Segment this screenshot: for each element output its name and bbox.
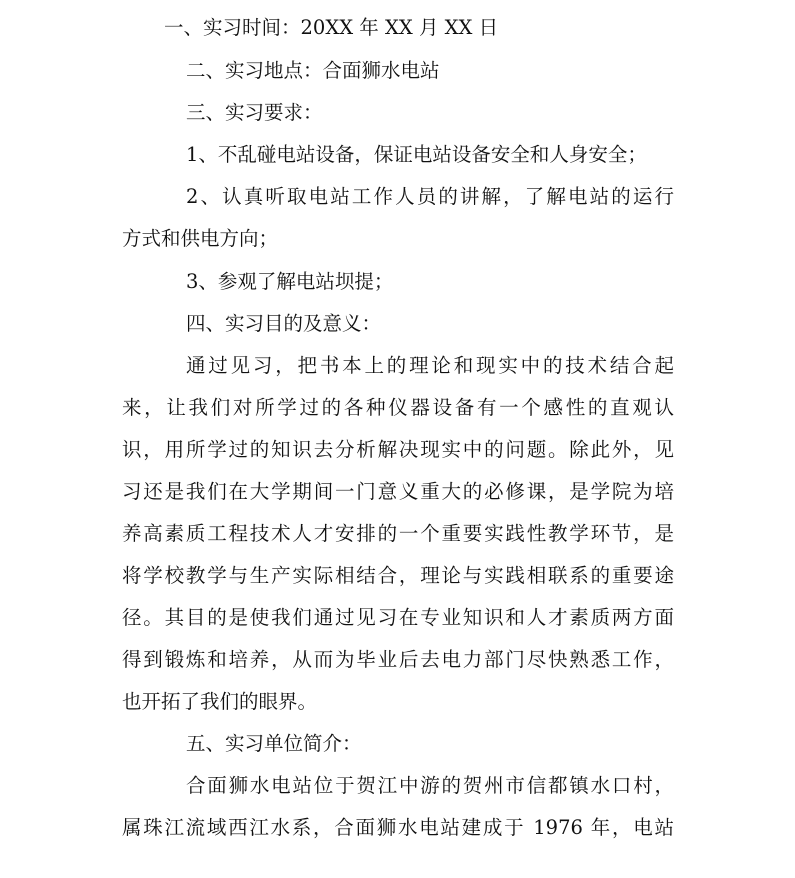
- purpose-paragraph-line-1: 通过见习，把书本上的理论和现实中的技术结合起: [186, 354, 674, 377]
- purpose-paragraph-line-9: 也开拓了我们的眼界。: [122, 690, 318, 713]
- internship-location-heading: 二、实习地点：合面狮水电站: [186, 59, 440, 82]
- requirement-item-2-continued: 方式和供电方向；: [122, 227, 279, 250]
- internship-time-heading: 一、实习时间：20XX 年 XX 月 XX 日: [164, 16, 499, 39]
- requirement-item-3: 3、参观了解电站坝提；: [186, 270, 394, 293]
- purpose-paragraph-line-5: 养高素质工程技术人才安排的一个重要实践性教学环节，是: [122, 522, 674, 545]
- purpose-paragraph-line-6: 将学校教学与生产实际相结合，理论与实践相联系的重要途: [122, 564, 674, 587]
- purpose-paragraph-line-8: 得到锻炼和培养，从而为毕业后去电力部门尽快熟悉工作，: [122, 648, 674, 671]
- unit-introduction-heading: 五、实习单位简介：: [186, 732, 362, 755]
- purpose-paragraph-line-7: 径。其目的是使我们通过见习在专业知识和人才素质两方面: [122, 606, 674, 629]
- unit-introduction-line-1: 合面狮水电站位于贺江中游的贺州市信都镇水口村，: [186, 774, 674, 797]
- requirement-item-2: 2、认真听取电站工作人员的讲解，了解电站的运行: [186, 185, 674, 208]
- purpose-heading: 四、实习目的及意义：: [186, 312, 382, 335]
- unit-introduction-line-2: 属珠江流域西江水系，合面狮水电站建成于 1976 年，电站: [122, 816, 674, 839]
- requirement-item-1: 1、不乱碰电站设备，保证电站设备安全和人身安全；: [186, 143, 647, 166]
- purpose-paragraph-line-2: 来，让我们对所学过的各种仪器设备有一个感性的直观认: [122, 396, 674, 419]
- internship-requirements-heading: 三、实习要求：: [186, 101, 323, 124]
- purpose-paragraph-line-3: 识，用所学过的知识去分析解决现实中的问题。除此外，见: [122, 438, 674, 461]
- purpose-paragraph-line-4: 习还是我们在大学期间一门意义重大的必修课，是学院为培: [122, 480, 674, 503]
